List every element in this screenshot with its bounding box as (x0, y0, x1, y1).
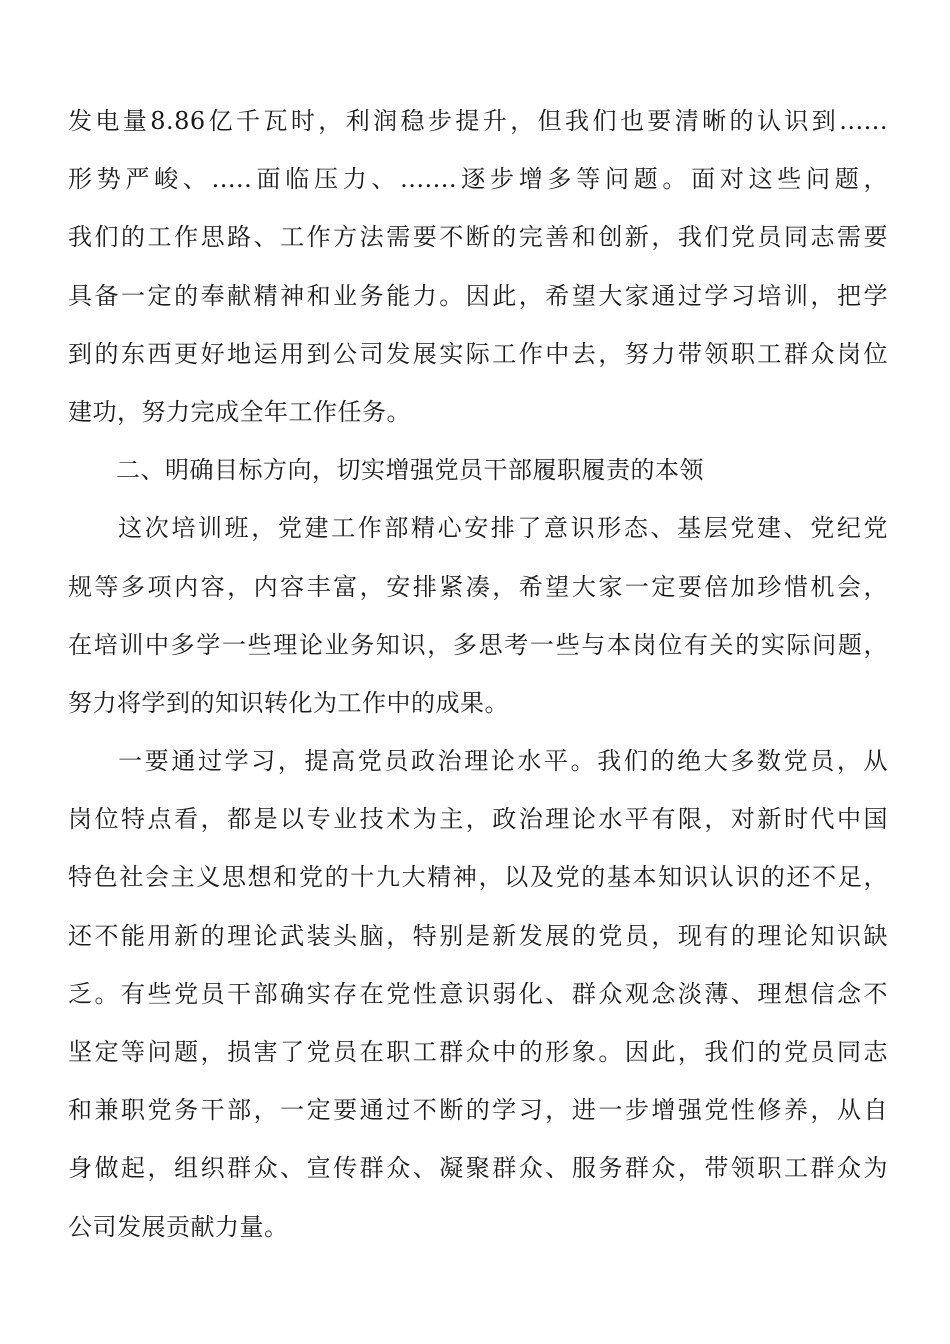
text-line: 努力将学到的知识转化为工作中的成果。 (68, 688, 509, 717)
paragraph (68, 732, 888, 1256)
text-line: 公司发展贡献力量。 (68, 1212, 289, 1241)
text-line: 和兼职党务干部，一定要通过不断的学习，进一步增强党性修养，从自 (68, 1096, 888, 1125)
text-line: 到的东西更好地运用到公司发展实际工作中去，努力带领职工群众岗位 (68, 339, 888, 368)
text-line: 身做起，组织群众、宣传群众、凝聚群众、服务群众，带领职工群众为 (68, 1154, 888, 1183)
document-body (68, 92, 888, 1256)
text-line: 在培训中多学一些理论业务知识，多思考一些与本岗位有关的实际问题， (68, 630, 888, 659)
text-line: 还不能用新的理论武装头脑，特别是新发展的党员，现有的理论知识缺 (68, 921, 888, 950)
text-line: 岗位特点看，都是以专业技术为主，政治理论水平有限，对新时代中国 (68, 805, 888, 834)
text-line: 乏。有些党员干部确实存在党性意识弱化、群众观念淡薄、理想信念不 (68, 979, 888, 1008)
paragraph (68, 499, 888, 732)
text-line: 建功，努力完成全年工作任务。 (68, 397, 411, 426)
text-span: 这次培训班，党建工作部精心安排了意识形态、基层党建、党纪党 (116, 514, 888, 543)
text-line: 发电量8.86亿千瓦时，利润稳步提升，但我们也要清晰的认识到...... (68, 107, 888, 135)
text-span: 一要通过学习，提高党员政治理论水平。我们的绝大多数党员，从 (116, 747, 888, 776)
heading-line (68, 441, 888, 499)
text-line: 规等多项内容，内容丰富，安排紧凑，希望大家一定要倍加珍惜机会， (68, 572, 888, 601)
paragraph (68, 92, 888, 441)
text-line: 我们的工作思路、工作方法需要不断的完善和创新，我们党员同志需要 (68, 223, 888, 252)
section-heading (68, 441, 888, 499)
heading-text: 二、明确目标方向，切实增强党员干部履职履责的本领 (116, 456, 704, 485)
text-line: 特色社会主义思想和党的十九大精神，以及党的基本知识认识的还不足， (68, 863, 888, 892)
text-line (68, 499, 888, 557)
text-line (68, 732, 888, 790)
text-line: 具备一定的奉献精神和业务能力。因此，希望大家通过学习培训，把学 (68, 281, 888, 310)
text-line: 坚定等问题，损害了党员在职工群众中的形象。因此，我们的党员同志 (68, 1038, 888, 1066)
text-line: 形势严峻、.....面临压力、.......逐步增多等问题。面对这些问题， (68, 165, 888, 194)
